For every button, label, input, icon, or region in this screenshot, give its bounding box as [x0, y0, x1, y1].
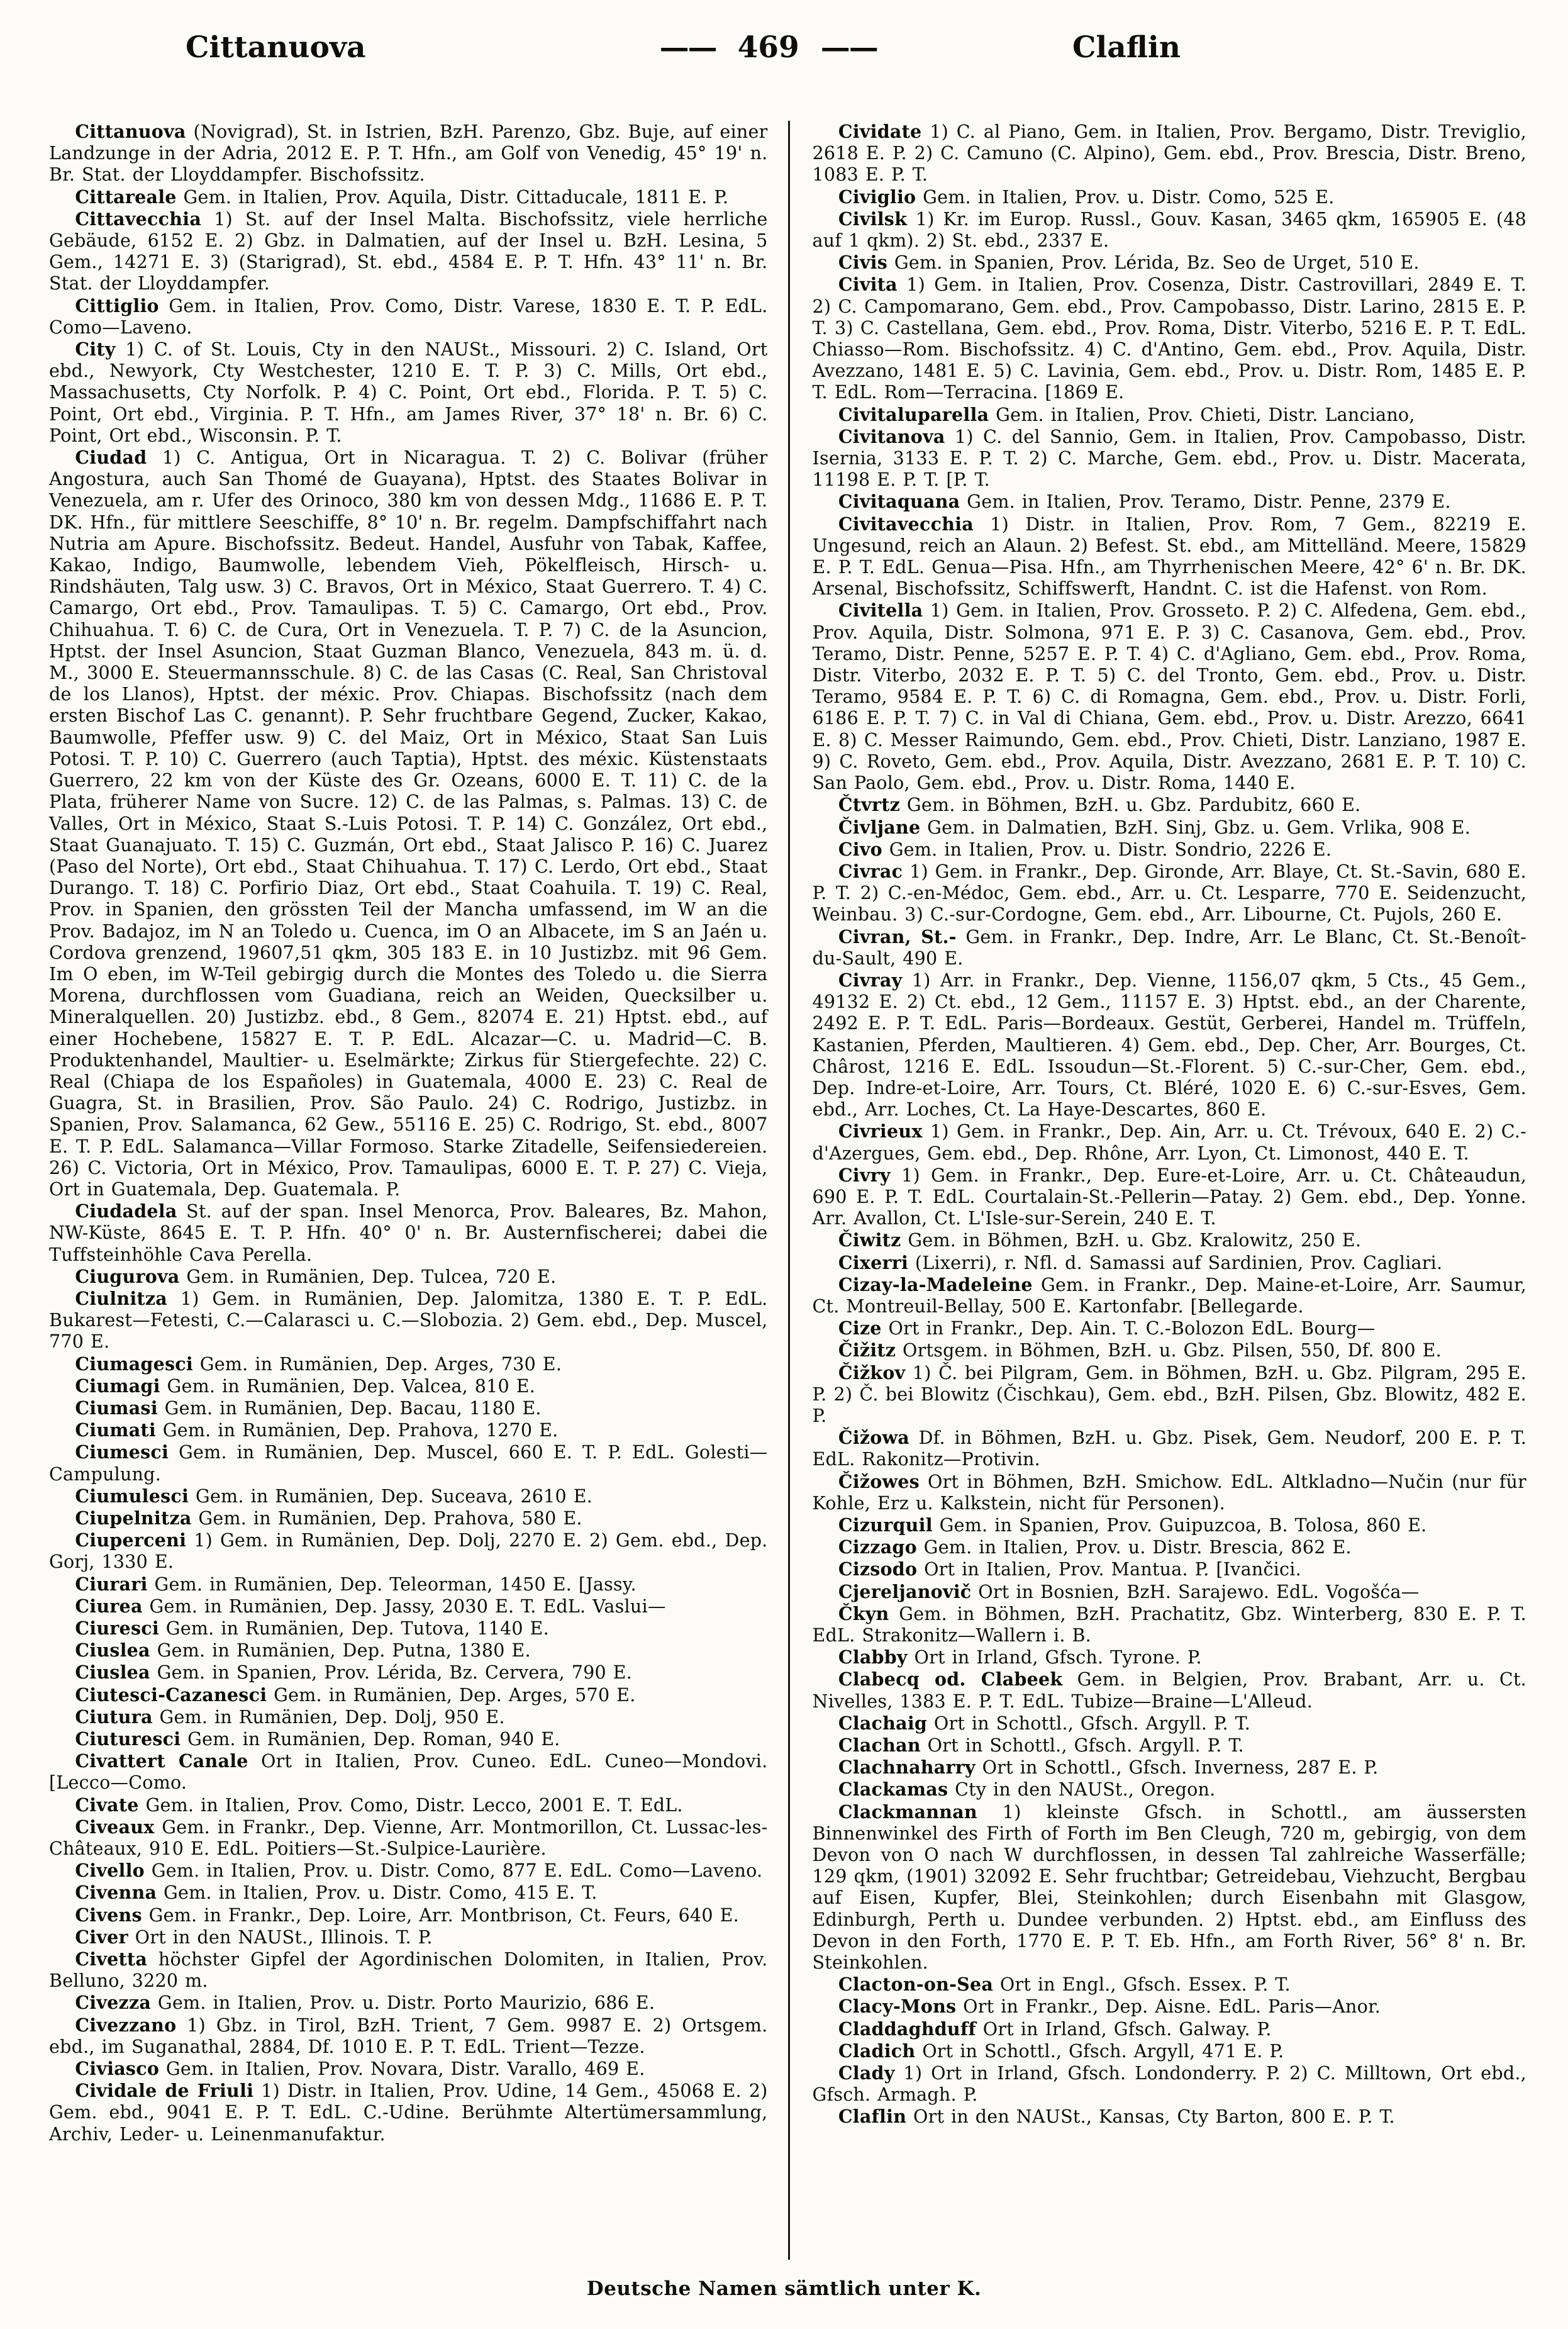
entry-cizsodo	[813, 1558, 1527, 1580]
entry-civens	[49, 1904, 768, 1926]
entry-headword: Civis	[838, 252, 888, 274]
entry-clackmannan	[813, 1801, 1527, 1974]
entry-body: Gem. in Italien, Prov. Aquila, Distr. Cittaducale, 1811 E. P.	[183, 186, 729, 208]
entry-headword: Civer	[75, 1926, 128, 1948]
entry-body: Ort in den NAUSt., Illinois. T. P.	[135, 1926, 433, 1948]
entry-clady	[813, 2062, 1527, 2106]
entry-headword: Claddaghduff	[838, 2018, 976, 2040]
entry-headword: Cittanuova	[75, 121, 186, 142]
entry-clacy-mons	[813, 1996, 1527, 2018]
entry-body: Gem. in Italien, Prov. Teramo, Distr. Penne, 2379 E.	[967, 491, 1451, 513]
entry-headword: Ciumagi	[75, 1375, 160, 1397]
entry-headword: Cittareale	[75, 186, 177, 208]
running-head-left-keyword: Cittanuova	[186, 30, 366, 65]
entry-civeaux	[49, 1816, 768, 1860]
entry-body: höchster Gipfel der Agordinischen Dolomiten, in Italien, Prov. Belluno, 3220 m.	[49, 1949, 768, 1992]
entry-ciuperceni	[49, 1529, 768, 1573]
entry-headword: Čižitz	[838, 1339, 896, 1361]
entry-body: Gem. in Rumänien, Dep. Muscel, 660 E. T. P. EdL. Golesti—Campulung.	[49, 1442, 768, 1485]
entry-headword: Cizurquil	[838, 1514, 933, 1536]
entry-body: 1) C. Antigua, Ort in Nicaragua. T. 2) C. Bolivar (früher Angostura, auch San Thomé de Guayana), Hptst. des Staates Bolivar in Venezuela, am r. Ufer des Orinoco, 380 km von dessen Mdg., 11686 E. P. T. DK. Hfn., für mittlere Seeschiffe, 8° 10' n. Br. regelm. Dampfschiffahrt nach Nutria am Apure. Bischofssitz. Bedeut. Handel, Ausfuhr von Tabak, Kaffee, Kakao, Indigo, Baumwolle, lebendem Vieh, Pökelfleisch, Hirsch- u. Rindshäuten, Talg usw. 3) C. Bravos, Ort in México, Staat Guerrero. T. 4) C. Camargo, Ort ebd., Prov. Tamaulipas. T. 5) C. Camargo, Ort ebd., Prov. Chihuahua. T. 6) C. de Cura, Ort in Venezuela. T. P. 7) C. de la Asuncion, Hptst. der Insel Asuncion, Staat Guzman Blanco, Venezuela, 843 m. ü. d. M., 3000 E. Steuermannsschule. 8) C. de las Casas (C. Real, San Christoval de los Llanos), Hptst. der méxic. Prov. Chiapas. Bischofssitz (nach dem ersten Bischof Las C. genannt). P. Sehr fruchtbare Gegend, Zucker, Kakao, Baumwolle, Pfeffer usw. 9) C. del Maiz, Ort in México, Staat San Luis Potosi. T. P. 10) C. Guerrero (auch Taptia), Hptst. des méxic. Küstenstaats Guerrero, 22 km von der Küste des Gr. Ozeans, 6000 E. T. 11) C. de la Plata, früherer Name von Sucre. 12) C. de las Palmas, s. Palmas. 13) C. de Valles, Ort in México, Staat S.-Luis Potosi. T. P. 14) C. González, Ort ebd., Staat Guanajuato. T. 15) C. Guzmán, Ort ebd., Staat Jalisco P. 16) C. Juarez (Paso del Norte), Ort ebd., Staat Chihuahua. T. 17) C. Lerdo, Ort ebd., Staat Durango. T. 18) C. Porfirio Diaz, Ort ebd., Staat Coahuila. T. 19) C. Real, Prov. in Spanien, den grössten Teil der Mancha umfassend, im W an die Prov. Badajoz, im N an Toledo u. Cuenca, im O an Albacete, im S an Jaén u. Cordova grenzend, 19607,51 qkm, 305 183 E. in 10 Justizbz. mit 96 Gem. Im O eben, im W-Teil gebirgig durch die Montes des Toledo u. die Sierra Morena, durchflossen vom Guadiana, reich an Weiden, Quecksilber u. Mineralquellen. 20) Justizbz. ebd., 8 Gem., 82074 E. 21) Hptst. ebd., auf einer Hochebene, 15827 E. T. P. EdL. Alcazar—C. u. Madrid—C. B. Produktenhandel, Maultier- u. Eselmärkte; Zirkus für Stiergefechte. 22) C. Real (Chiapa de los Españoles) in Guatemala, 4000 E. 23) C. Real de Guagra, St. in Brasilien, Prov. São Paulo. 24) C. Rodrigo, Justizbz. in Spanien, Prov. Salamanca, 62 Gew., 55116 E. 25) C. Rodrigo, St. ebd., 8007 E. T. P. EdL. Salamanca—Villar Formoso. Starke Zitadelle, Seifensiedereien. 26) C. Victoria, Ort in México, Prov. Tamaulipas, 6000 E. T. P. 27) C. Vieja, Ort in Guatemala, Dep. Guatemala. P.	[49, 447, 768, 1200]
entry-headword: Civo	[838, 838, 882, 860]
entry-cizowa	[813, 1427, 1527, 1470]
entry-ciumasi	[49, 1397, 768, 1419]
entry-headword: Civita	[838, 274, 898, 296]
entry-body: Gem. in Böhmen, BzH. u. Gbz. Kralowitz, 250 E.	[908, 1230, 1362, 1251]
entry-headword: Civattert Canale	[75, 1750, 248, 1772]
entry-body: Gem. in Spanien, Prov. Lérida, Bz. Seo de Urget, 510 E.	[894, 252, 1420, 274]
entry-cizzago	[813, 1536, 1527, 1558]
entry-city	[49, 338, 768, 447]
text-columns	[49, 121, 1526, 2260]
entry-headword: Claflin	[838, 2106, 907, 2128]
entry-body: (Novigrad), St. in Istrien, BzH. Parenzo, Gbz. Buje, auf einer Landzunge in der Adria, 2012 E. P. T. Hfn., am Golf von Venedig, 45° 19' n. Br. Stat. der Lloyddampfer. Bischofssitz.	[49, 121, 768, 186]
entry-body: 1) Gem. in Italien, Prov. Grosseto. P. 2) C. Alfedena, Gem. ebd., Prov. Aquila, Distr. Solmona, 971 E. P. 3) C. Casanova, Gem. ebd., Prov. Teramo, Distr. Penne, 5257 E. P. T. 4) C. d'Agliano, Gem. ebd., Prov. Roma, Distr. Viterbo, 2032 E. P. T. 5) C. del Tronto, Gem. ebd., Prov. u. Distr. Teramo, 9584 E. P. T. 6) C. di Romagna, Gem. ebd., Prov. u. Distr. Forli, 6186 E. P. T. 7) C. in Val di Chiana, Gem. ebd., Prov. u. Distr. Arezzo, 6641 E. 8) C. Messer Raimundo, Gem. ebd., Prov. Chieti, Distr. Lanziano, 1987 E. 9) C. Roveto, Gem. ebd., Prov. Aquila, Distr. Avezzano, 2681 E. P. T. 10) C. San Paolo, Gem. ebd., Prov. u. Distr. Roma, 1440 E.	[812, 600, 1526, 794]
entry-claflin	[813, 2106, 1527, 2128]
entry-body: 1) C. al Piano, Gem. in Italien, Prov. Bergamo, Distr. Treviglio, 2618 E. P. 2) C. Camuno (C. Alpino), Gem. ebd., Prov. Brescia, Distr. Breno, 1083 E. P. T.	[812, 121, 1526, 186]
entry-cizitz	[813, 1339, 1527, 1361]
entry-headword: Clackmannan	[838, 1801, 977, 1823]
entry-ciurea	[49, 1595, 768, 1617]
entry-body: 1) Distr. in Italien, Prov. Rom, 7 Gem., 82219 E. Ungesund, reich an Alaun. 2) Befest. St. ebd., am Mittelländ. Meere, 15829 E. P. T. EdL. Genua—Pisa. Hfn., am Thyrrhenischen Meere, 42° 6' n. Br. DK. Arsenal, Bischofssitz, Schiffswerft, Handnt. C. ist die Hafenst. von Rom.	[812, 513, 1526, 600]
entry-body: 1) Gbz. in Tirol, BzH. Trient, 7 Gem. 9987 E. 2) Ortsgem. ebd., im Suganathal, 2884, Df. 1010 E. P. T. EdL. Trient—Tezze.	[49, 2014, 768, 2057]
entry-headword: Ciudad	[75, 447, 147, 469]
entry-body: Ort in Schottl., Gfsch. Argyll. P. T.	[927, 1735, 1244, 1757]
entry-civis	[813, 252, 1527, 274]
entry-body: Gem. in Frankr., Dep. Loire, Arr. Montbrison, Ct. Feurs, 640 E.	[148, 1904, 739, 1926]
entry-headword: Ciutesci-Cazanesci	[75, 1684, 267, 1706]
entry-headword: Cize	[838, 1317, 882, 1339]
entry-cittanuova	[49, 121, 768, 186]
entry-headword: Cittiglio	[75, 294, 159, 316]
entry-body: Gem. in Rumänien, Dep. Arges, 730 E.	[199, 1353, 562, 1375]
entry-ciugurova	[49, 1266, 768, 1288]
entry-clackamas	[813, 1779, 1527, 1801]
entry-body: Gem. in Rumänien, Dep. Arges, 570 E.	[274, 1684, 636, 1706]
entry-body: Gem. in Italien, Prov. Chieti, Distr. Lanciano,	[996, 404, 1415, 425]
entry-body: Ort in Frankr., Dep. Ain. T. C.-Bolozon EdL. Bourg—	[888, 1318, 1376, 1339]
entry-ciumagesci	[49, 1353, 768, 1375]
entry-body: Gem. in Rumänien, Dep. Teleorman, 1450 E. [Jassy.	[154, 1573, 637, 1595]
entry-ciumagi	[49, 1375, 768, 1397]
entry-headword: Clachaig	[838, 1712, 928, 1734]
entry-civattert-canale	[49, 1750, 768, 1794]
entry-headword: Clacy-Mons	[838, 1996, 957, 2018]
running-head-center	[638, 30, 899, 65]
header-dash-right: ——	[820, 30, 877, 65]
entry-headword: Civray	[838, 969, 903, 991]
entry-ciuslea	[49, 1662, 768, 1684]
entry-ciutesci-cazanesci	[49, 1684, 768, 1706]
entry-body: Cty in den NAUSt., Oregon.	[955, 1779, 1216, 1801]
entry-body: Ort in Engl., Gfsch. Essex. P. T.	[999, 1974, 1291, 1996]
entry-cittavecchia	[49, 208, 768, 295]
entry-clabecq-od-clabeek	[813, 1668, 1527, 1712]
entry-cividale-de-friuli	[49, 2080, 768, 2145]
entry-headword: Čižowes	[838, 1470, 920, 1492]
entry-body: 1) Gem. in Frankr., Dep. Eure-et-Loire, Arr. u. Ct. Châteaudun, 690 E. P. T. EdL. Courtalain-St.-Pellerin—Patay. 2) Gem. ebd., Dep. Yonne. Arr. Avallon, Ct. L'Isle-sur-Serein, 240 E. T.	[812, 1164, 1526, 1229]
entry-headword: Ciuresci	[75, 1617, 159, 1639]
entry-headword: Civitanova	[838, 425, 945, 447]
entry-cizowes	[813, 1471, 1527, 1514]
entry-body: Gem. in Rumänien, Dep. Valcea, 810 E.	[167, 1375, 536, 1397]
entry-headword: Civiasco	[75, 2058, 160, 2080]
entry-body: Gem. in Frankr., Dep. Maine-et-Loire, Arr. Saumur, Ct. Montreuil-Bellay, 500 E. Kartonfabr. [Bellegarde.	[812, 1274, 1526, 1317]
entry-headword: Clady	[838, 2062, 895, 2084]
entry-headword: Civiglio	[838, 186, 916, 208]
entry-body: St. auf der span. Insel Menorca, Prov. Baleares, Bz. Mahon, NW-Küste, 8645 E. T. P. Hfn. 40° 0' n. Br. Austernfischerei; dabei die Tuffsteinhöhle Cava Perella.	[49, 1201, 768, 1265]
entry-body: Gem. in Rumänien, Dep. Bacau, 1180 E.	[164, 1397, 542, 1419]
header-dash-left: ——	[659, 30, 716, 65]
entry-body: Gem. in Rumänien, Dep. Tutova, 1140 E.	[165, 1618, 549, 1639]
entry-body: 1) Gem. in Rumänien, Dep. Dolj, 2270 E. 2) Gem. ebd., Dep. Gorj, 1330 E.	[49, 1530, 768, 1573]
entry-civitaquana	[813, 491, 1527, 513]
entry-ciulnitza	[49, 1288, 768, 1353]
entry-headword: Civetta	[75, 1948, 148, 1970]
entry-headword: Civrac	[838, 860, 903, 882]
entry-body: 1) Ort in Irland, Gfsch. Londonderry. P. 2) C. Milltown, Ort ebd., Gfsch. Armagh. P.	[812, 2063, 1526, 2106]
entry-body: (Lixerri), r. Nfl. d. Samassi auf Sardinien, Prov. Cagliari.	[915, 1252, 1443, 1273]
entry-headword: Čkyn	[838, 1602, 889, 1624]
entry-headword: Clacton-on-Sea	[838, 1974, 994, 1996]
entry-headword: Ciuslea	[75, 1639, 150, 1662]
running-head	[0, 30, 1568, 81]
entry-clachaig	[813, 1712, 1527, 1734]
entry-clachnaharry	[813, 1757, 1527, 1779]
entry-body: 1) St. auf der Insel Malta. Bischofssitz, viele herrliche Gebäude, 6152 E. 2) Gbz. in Dalmatien, auf der Insel u. BzH. Lesina, 5 Gem., 14271 E. 3) (Starigrad), St. ebd., 4584 E. P. T. Hfn. 43° 11' n. Br. Stat. der Lloyddampfer.	[49, 208, 768, 294]
entry-civello	[49, 1860, 768, 1882]
entry-headword: Civens	[75, 1904, 142, 1926]
entry-civitella	[813, 600, 1527, 794]
page-number: 469	[737, 30, 799, 65]
entry-civate	[49, 1794, 768, 1816]
entry-cividate	[813, 121, 1527, 186]
entry-body: 1) Distr. in Italien, Prov. Udine, 14 Gem., 45068 E. 2) Gem. ebd., 9041 E. P. T. EdL. C.-Udine. Berühmte Altertümersammlung, Archiv, Leder- u. Leinenmanufaktur.	[49, 2080, 768, 2145]
entry-body: Ort in Italien, Prov. Mantua. P. [Ivančici.	[924, 1559, 1301, 1580]
entry-civetta	[49, 1948, 768, 1992]
entry-headword: Cividale de Friuli	[75, 2080, 254, 2102]
entry-civitavecchia	[813, 513, 1527, 600]
entry-body: 1) Gem. in Frankr., Dep. Ain, Arr. u. Ct. Trévoux, 640 E. 2) C.-d'Azergues, Gem. ebd., Dep. Rhône, Arr. Lyon, Ct. Limonost, 440 E. T.	[812, 1121, 1527, 1164]
entry-headword: Cixerri	[838, 1251, 909, 1273]
entry-body: Gem. in Frankr., Dep. Indre, Arr. Le Blanc, Ct. St.-Benoît-du-Sault, 490 E.	[812, 926, 1526, 969]
entry-body: Gem. in Frankr., Dep. Vienne, Arr. Montmorillon, Ct. Lussac-les-Châteaux, 910 E. EdL. Poitiers—St.-Sulpice-Laurière.	[49, 1816, 768, 1860]
entry-body: 1) Č. bei Pilgram, Gem. in Böhmen, BzH. u. Gbz. Pilgram, 295 E. P. 2) Č. bei Blowitz (Čischkau), Gem. ebd., BzH. Pilsen, Gbz. Blowitz, 482 E. P.	[812, 1362, 1527, 1426]
entry-clabby	[813, 1646, 1527, 1668]
entry-headword: Ciuslea	[75, 1662, 150, 1684]
entry-ciuslea	[49, 1639, 768, 1662]
entry-cize	[813, 1317, 1527, 1339]
entry-ciudad	[49, 447, 768, 1200]
entry-body: Gem. in Belgien, Prov. Brabant, Arr. u. Ct. Nivelles, 1383 E. P. T. EdL. Tubize—Braine—L'Alleud.	[812, 1669, 1526, 1712]
running-head-right-keyword: Claflin	[1072, 30, 1181, 65]
entry-headword: Civran, St.-	[838, 925, 957, 947]
entry-body: Ort in Schottl., Gfsch. Argyll, 471 E. P.	[922, 2040, 1284, 2062]
entry-ciutura	[49, 1706, 768, 1728]
entry-ctvrtz	[813, 794, 1527, 816]
entry-headword: Civeaux	[75, 1816, 155, 1838]
entry-body: Gem. in Italien, Prov. u. Distr. Como, 415 E. T.	[164, 1882, 598, 1904]
entry-body: Ort in Irland, Gfsch. Tyrone. P.	[914, 1647, 1202, 1668]
entry-body: Gem. in Italien, Prov. u. Distr. Como, 877 E. EdL. Como—Laveno.	[151, 1860, 763, 1882]
entry-ckyn	[813, 1603, 1527, 1646]
entry-headword: Ciurari	[75, 1573, 148, 1595]
entry-headword: Cjereljanovič	[838, 1580, 972, 1602]
entry-cladich	[813, 2040, 1527, 2062]
entry-headword: Civilsk	[838, 208, 908, 230]
entry-civiglio	[813, 186, 1527, 208]
entry-body: Ort in den NAUSt., Kansas, Cty Barton, 800 E. P. T.	[913, 2106, 1395, 2128]
entry-headword: Čiwitz	[838, 1229, 901, 1251]
entry-ciumesci	[49, 1441, 768, 1485]
entry-ciumulesci	[49, 1485, 768, 1507]
entry-civitaluparella	[813, 404, 1527, 426]
entry-body: Gem. in Italien, Prov. u. Distr. Porto Maurizio, 686 E.	[157, 1992, 655, 2014]
entry-civezzano	[49, 2014, 768, 2058]
entry-civray	[813, 969, 1527, 1120]
entry-headword: Ciudadela	[75, 1200, 177, 1222]
entry-civilsk	[813, 208, 1527, 252]
entry-civljane	[813, 817, 1527, 839]
footer-note: Deutsche Namen sämtlich unter K.	[586, 2277, 982, 2300]
entry-headword: Ciumasi	[75, 1397, 158, 1419]
entry-headword: Civitella	[838, 600, 923, 622]
entry-headword: Cividate	[838, 121, 922, 142]
entry-civita	[813, 274, 1527, 403]
entry-headword: Cittavecchia	[75, 208, 202, 230]
entry-body: Gem. in Rumänien, Dep. Dolj, 950 E.	[159, 1706, 505, 1728]
entry-headword: Civezzano	[75, 2014, 177, 2036]
entry-body: 1) Arr. in Frankr., Dep. Vienne, 1156,07 qkm, 5 Cts., 45 Gem., 49132 E. 2) Ct. ebd., 12 Gem., 11157 E. 3) Hptst. ebd., an der Charente, 2492 E. P. T. EdL. Paris—Bordeaux. Gestüt, Gerberei, Handel m. Trüffeln, Kastanien, Pferden, Maultieren. 4) Gem. ebd., Dep. Cher, Arr. Bourges, Ct. Chârost, 1216 E. EdL. Issoudun—St.-Florent. 5) C.-sur-Cher, Gem. ebd., Dep. Indre-et-Loire, Arr. Tours, Ct. Bléré, 1020 E. 6) C.-sur-Esves, Gem. ebd., Arr. Loches, Ct. La Haye-Descartes, 860 E.	[812, 969, 1527, 1120]
entry-headword: Clachan	[838, 1734, 921, 1757]
entry-headword: Ciutura	[75, 1706, 153, 1728]
entry-cixerri	[813, 1252, 1527, 1274]
entry-body: 1) C. del Sannio, Gem. in Italien, Prov. Campobasso, Distr. Isernia, 3133 E. P. T. 2) C. Marche, Gem. ebd., Prov. u. Distr. Macerata, 11198 E. P. T. [P. T.	[812, 426, 1526, 491]
entry-body: 1) C. of St. Louis, Cty in den NAUSt., Missouri. 2) C. Island, Ort ebd., Newyork, Cty Westchester, 1210 E. T. P. 3) C. Mills, Ort ebd., Massachusetts, Cty Norfolk. P. 4) C. Point, Ort ebd., Florida. P. T. 5) C. Point, Ort ebd., Virginia. P. T. Hfn., am James River, 37° 18' n. Br. 6) C. Point, Ort ebd., Wisconsin. P. T.	[49, 339, 768, 446]
entry-body: 1) Gem. in Frankr., Dep. Gironde, Arr. Blaye, Ct. St.-Savin, 680 E. P. T. 2) C.-en-Médoc, Gem. ebd., Arr. u. Ct. Lesparre, 770 E. Seidenzucht, Weinbau. 3) C.-sur-Cordogne, Gem. ebd., Arr. Libourne, Ct. Pujols, 260 E.	[812, 861, 1526, 925]
entry-headword: Civenna	[75, 1882, 157, 1904]
entry-body: Gem. in Italien, Prov. Como, Distr. Lecco, 2001 E. T. EdL.	[145, 1794, 683, 1816]
entry-cittareale	[49, 186, 768, 208]
entry-body: Gem. in Rumänien, Dep. Suceava, 2610 E.	[195, 1485, 593, 1507]
entry-civezza	[49, 1992, 768, 2014]
entry-body: Gem. in Rumänien, Dep. Prahova, 580 E.	[198, 1508, 582, 1529]
entry-headword: Civry	[838, 1164, 891, 1186]
entry-ciwitz	[813, 1229, 1527, 1251]
entry-civrieux	[813, 1120, 1527, 1164]
entry-headword: Cladich	[838, 2040, 916, 2062]
entry-headword: Cizsodo	[838, 1558, 918, 1580]
entry-headword: Ciumagesci	[75, 1353, 193, 1375]
entry-cizay-la-madeleine	[813, 1274, 1527, 1317]
entry-headword: Civitaquana	[838, 491, 960, 513]
entry-body: Gem. in Rumänien, Dep. Roman, 940 E.	[187, 1729, 560, 1750]
entry-headword: Clachnaharry	[838, 1757, 976, 1779]
entry-clachan	[813, 1734, 1527, 1757]
entry-body: Gem. in Italien, Prov. Novara, Distr. Varallo, 469 E.	[165, 2058, 645, 2080]
entry-civry	[813, 1164, 1527, 1230]
entry-body: 1) Kr. im Europ. Russl., Gouv. Kasan, 3465 qkm, 165905 E. (48 auf 1 qkm). 2) St. ebd., 2337 E.	[812, 208, 1526, 252]
entry-ciurari	[49, 1573, 768, 1595]
entry-body: Gem. in Rumänien, Dep. Tulcea, 720 E.	[186, 1266, 557, 1287]
entry-headword: Ciulnitza	[75, 1287, 167, 1309]
entry-civrac	[813, 861, 1527, 926]
entry-headword: Clabby	[838, 1646, 908, 1668]
entry-cittiglio	[49, 295, 768, 338]
entry-ciumati	[49, 1419, 768, 1441]
entry-body: Gem. in Italien, Prov. u. Distr. Como, 525 E.	[923, 186, 1335, 208]
entry-headword: Civello	[75, 1860, 145, 1882]
entry-headword: Clabecq od. Clabeek	[838, 1668, 1063, 1690]
entry-ciupelnitza	[49, 1507, 768, 1529]
entry-body: 1) kleinste Gfsch. in Schottl., am äussersten Binnenwinkel des Firth of Forth im Ben Cleugh, 720 m, gebirgig, von dem Devon von O nach W durchflossen, in dessen Tal zahlreiche Wasserfälle; 129 qkm, (1901) 32092 E. Sehr fruchtbar; Getreidebau, Viehzucht, Bergbau auf Eisen, Kupfer, Blei, Steinkohlen; durch Eisenbahn mit Glasgow, Edinburgh, Perth u. Dundee verbunden. 2) Hptst. ebd., am Einfluss des Devon in den Forth, 1770 E. P. T. Eb. Hfn., am Forth River, 56° 8' n. Br. Steinkohlen.	[812, 1801, 1526, 1974]
entry-body: Ort in Bosnien, BzH. Sarajewo. EdL. Vogošća—	[978, 1581, 1420, 1602]
entry-civenna	[49, 1882, 768, 1904]
entry-headword: Ciupelnitza	[75, 1507, 192, 1529]
entry-civran-st	[813, 926, 1527, 969]
entry-headword: Ciumulesci	[75, 1485, 189, 1507]
entry-headword: Cizay-la-Madeleine	[838, 1273, 1033, 1295]
entry-body: Gem. in Italien, Prov. u. Distr. Brescia, 862 E.	[923, 1537, 1352, 1558]
entry-headword: Civate	[75, 1794, 139, 1816]
entry-ciudadela	[49, 1200, 768, 1266]
entry-headword: Ciugurova	[75, 1265, 180, 1287]
entry-headword: Čtvrtz	[838, 794, 901, 816]
entry-body: Gem. in Spanien, Prov. Lérida, Bz. Cervera, 790 E.	[157, 1662, 633, 1684]
entry-clacton-on-sea	[813, 1974, 1527, 1996]
entry-ciuturesci	[49, 1728, 768, 1750]
entry-body: Ort in Schottl., Gfsch. Inverness, 287 E. P.	[982, 1757, 1379, 1779]
entry-civitanova	[813, 426, 1527, 491]
entry-body: Gem. in Böhmen, BzH. u. Gbz. Pardubitz, 660 E.	[906, 795, 1361, 816]
column-left	[49, 121, 788, 2260]
entry-headword: Ciumati	[75, 1419, 156, 1441]
entry-headword: Čivljane	[838, 816, 921, 838]
entry-body: Gem. in Rumänien, Dep. Putna, 1380 E.	[157, 1640, 531, 1662]
entry-headword: Ciuturesci	[75, 1728, 181, 1750]
entry-body: Ort in Italien, Prov. Cuneo. EdL. Cuneo—Mondovi. [Lecco—Como.	[49, 1751, 768, 1794]
entry-body: Gem. in Dalmatien, BzH. Sinj, Gbz. u. Gem. Vrlika, 908 E.	[927, 817, 1471, 838]
entry-civiasco	[49, 2058, 768, 2080]
entry-cjereljanovic	[813, 1581, 1527, 1603]
entry-headword: Civezza	[75, 1992, 152, 2014]
entry-headword: Čižowa	[838, 1427, 910, 1449]
entry-headword: Ciurea	[75, 1595, 143, 1617]
entry-body: Ort in Irland, Gfsch. Galway. P.	[982, 2018, 1272, 2040]
entry-headword: City	[75, 338, 116, 360]
entry-body: Gem. in Italien, Prov. Como, Distr. Varese, 1830 E. T. P. EdL. Como—Laveno.	[49, 295, 768, 338]
entry-body: Gem. in Italien, Prov. u. Distr. Sondrio, 2226 E.	[889, 839, 1332, 860]
entry-body: Ort in Böhmen, BzH. Smichow. EdL. Altkladno—Nučin (nur für Kohle, Erz u. Kalkstein, nicht für Personen).	[812, 1471, 1526, 1514]
entry-ciuresci	[49, 1617, 768, 1639]
entry-body: 1) Gem. in Italien, Prov. Cosenza, Distr. Castrovillari, 2849 E. T. 2) C. Campomarano, Gem. ebd., Prov. Campobasso, Distr. Larino, 2815 E. P. T. 3) C. Castellana, Gem. ebd., Prov. Roma, Distr. Viterbo, 5216 E. P. T. EdL. Chiasso—Rom. Bischofssitz. 4) C. d'Antino, Gem. ebd., Prov. Aquila, Distr. Avezzano, 1481 E. 5) C. Lavinia, Gem. ebd., Prov. u. Distr. Rom, 1485 E. P. T. EdL. Rom—Terracina. [1869 E.	[812, 274, 1527, 403]
entry-headword: Civitavecchia	[838, 513, 974, 535]
entry-body: Df. in Böhmen, BzH. u. Gbz. Pisek, Gem. Neudorf, 200 E. P. T. EdL. Rakonitz—Protivin.	[812, 1427, 1526, 1470]
entry-headword: Civrieux	[838, 1120, 923, 1142]
entry-body: Ortsgem. in Böhmen, BzH. u. Gbz. Pilsen, 550, Df. 800 E.	[903, 1340, 1442, 1361]
entry-headword: Civitaluparella	[838, 403, 989, 425]
entry-civer	[49, 1926, 768, 1948]
entry-body: Gem. in Spanien, Prov. Guipuzcoa, B. Tolosa, 860 E.	[939, 1515, 1427, 1536]
entry-body: Ort in Schottl., Gfsch. Argyll. P. T.	[933, 1712, 1251, 1734]
entry-headword: Čižkov	[838, 1361, 906, 1383]
entry-claddaghduff	[813, 2018, 1527, 2040]
entry-headword: Clackamas	[838, 1779, 948, 1801]
entry-body: Gem. in Rumänien, Dep. Prahova, 1270 E.	[162, 1420, 559, 1441]
entry-body: 1) Gem. in Rumänien, Dep. Jalomitza, 1380 E. T. P. EdL. Bukarest—Fetesti, C.—Calarasci u. C.—Slobozia. 2) Gem. ebd., Dep. Muscel, 770 E.	[49, 1288, 768, 1353]
entry-cizurquil	[813, 1514, 1527, 1536]
entry-headword: Ciuperceni	[75, 1529, 187, 1551]
entry-headword: Ciumesci	[75, 1441, 169, 1463]
entry-civo	[813, 839, 1527, 861]
entry-headword: Cizzago	[838, 1536, 917, 1558]
column-right	[788, 121, 1527, 2260]
entry-cizkov	[813, 1362, 1527, 1427]
entry-body: Gem. in Rumänien, Dep. Jassy, 2030 E. T. EdL. Vaslui—	[149, 1595, 666, 1617]
entry-body: Gem. in Böhmen, BzH. Prachatitz, Gbz. Winterberg, 830 E. P. T. EdL. Strakonitz—Wallern i. B.	[812, 1603, 1526, 1646]
entry-body: Ort in Frankr., Dep. Aisne. EdL. Paris—Anor.	[963, 1996, 1381, 2018]
